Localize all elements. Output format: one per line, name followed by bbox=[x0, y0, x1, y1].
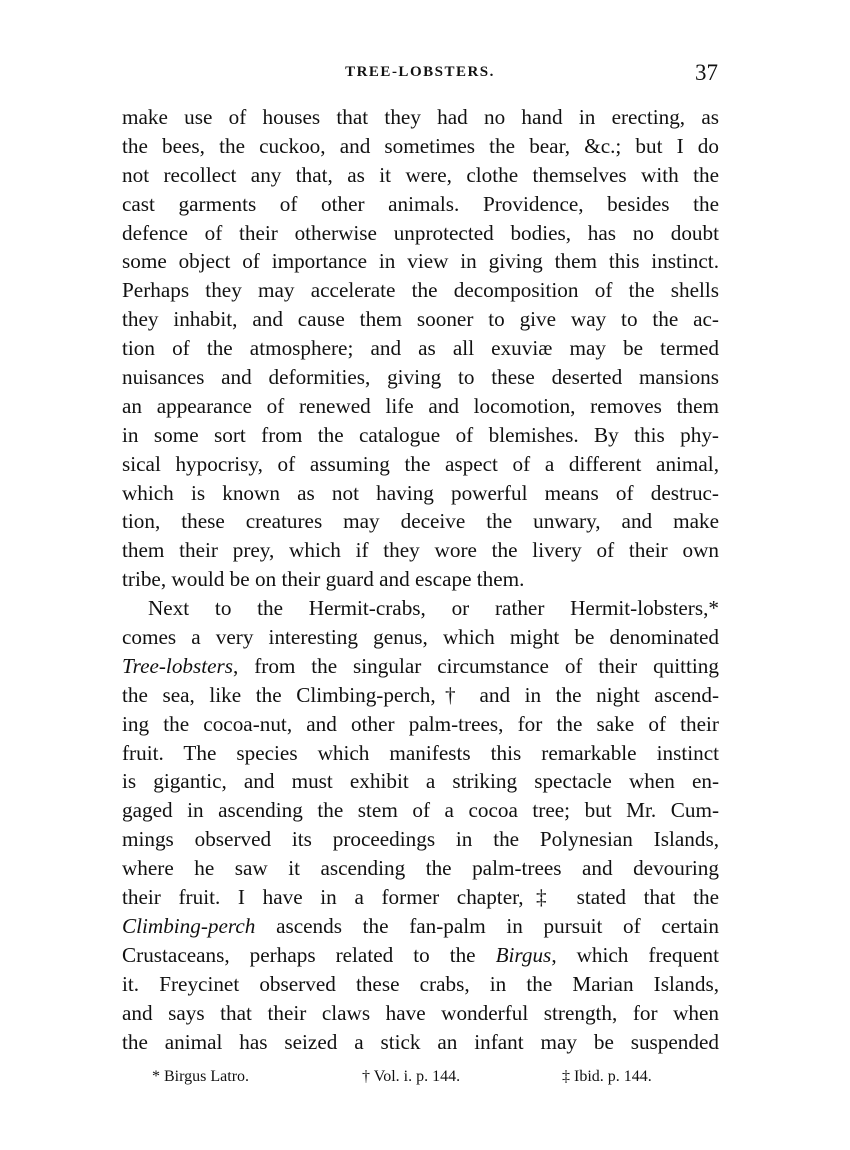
footnote: ‡ Ibid. p. 144. bbox=[562, 1068, 652, 1085]
text-line: ing the cocoa-nut, and other palm-trees, for the sake of their bbox=[122, 711, 719, 736]
text-line: tion, these creatures may deceive the unwary, and make bbox=[122, 509, 719, 534]
text-line: which is known as not having powerful means of destruc- bbox=[122, 480, 719, 505]
italic-term: Climbing-perch bbox=[122, 913, 256, 938]
text-line: nuisances and deformities, giving to these deserted mansions bbox=[122, 365, 719, 390]
text-line: make use of houses that they had no hand in erecting, as bbox=[122, 105, 719, 129]
text-run: ascends the fan-palm in pursuit of certain bbox=[255, 913, 719, 938]
text-line: fruit. The species which manifests this remarkable instinct bbox=[122, 740, 719, 765]
text-line: tribe, would be on their guard and escape them. bbox=[122, 567, 525, 592]
text-line: Next to the Hermit-crabs, or rather Hermit-lobsters,* bbox=[148, 596, 719, 621]
page-header bbox=[122, 60, 718, 90]
text-line: not recollect any that, as it were, clothe themselves with the bbox=[122, 162, 719, 187]
text-run: , which frequent bbox=[551, 942, 719, 967]
italic-term: Tree-lobsters bbox=[122, 653, 234, 678]
text-line: the animal has seized a stick an infant may be suspended bbox=[122, 1029, 719, 1054]
page-number: 37 bbox=[695, 60, 718, 85]
text-line: mings observed its proceedings in the Polynesian Islands, bbox=[122, 827, 719, 852]
footnote: † Vol. i. p. 144. bbox=[362, 1068, 461, 1085]
text-line: an appearance of renewed life and locomotion, removes them bbox=[122, 393, 719, 418]
text-line: is gigantic, and must exhibit a striking spectacle when en- bbox=[122, 769, 719, 794]
text-line: in some sort from the catalogue of blemishes. By this phy- bbox=[122, 422, 719, 447]
text-line bbox=[122, 941, 719, 970]
text-line: the bees, the cuckoo, and sometimes the bear, &c.; but I do bbox=[122, 133, 719, 158]
text-line: gaged in ascending the stem of a cocoa tree; but Mr. Cum- bbox=[122, 798, 719, 823]
text-run: , from the singular circumstance of their quitting bbox=[233, 653, 719, 678]
paragraph-1 bbox=[122, 103, 719, 594]
text-line: it. Freycinet observed these crabs, in the Marian Islands, bbox=[122, 971, 719, 996]
text-line: comes a very interesting genus, which might be denominated bbox=[122, 625, 719, 650]
footnote: * Birgus Latro. bbox=[152, 1068, 250, 1085]
text-line: defence of their otherwise unprotected bodies, has no doubt bbox=[122, 220, 719, 245]
italic-term: Birgus bbox=[495, 942, 552, 967]
text-line: Perhaps they may accelerate the decomposition of the shells bbox=[122, 278, 719, 303]
text-run: Crustaceans, perhaps related to the bbox=[122, 942, 496, 967]
text-line bbox=[122, 912, 719, 941]
text-line: tion of the atmosphere; and as all exuviæ may be termed bbox=[122, 336, 719, 361]
text-line bbox=[122, 652, 719, 681]
running-head: TREE-LOBSTERS. bbox=[345, 64, 495, 80]
paragraph-2 bbox=[122, 594, 719, 1056]
text-line: where he saw it ascending the palm-trees and devouring bbox=[122, 856, 719, 881]
text-line: cast garments of other animals. Providence, besides the bbox=[122, 191, 719, 216]
text-line: their fruit. I have in a former chapter,‡ stated that the bbox=[122, 885, 719, 910]
body-text bbox=[122, 103, 719, 1056]
text-line: sical hypocrisy, of assuming the aspect of a different animal, bbox=[122, 451, 719, 476]
footnotes bbox=[152, 1068, 712, 1092]
text-line: the sea, like the Climbing-perch,† and in the night ascend- bbox=[122, 682, 719, 707]
text-line: they inhabit, and cause them sooner to give way to the ac- bbox=[122, 307, 719, 332]
text-line: and says that their claws have wonderful strength, for when bbox=[122, 1000, 719, 1025]
text-line: some object of importance in view in giving them this instinct. bbox=[122, 249, 719, 274]
text-line: them their prey, which if they wore the livery of their own bbox=[122, 538, 719, 563]
